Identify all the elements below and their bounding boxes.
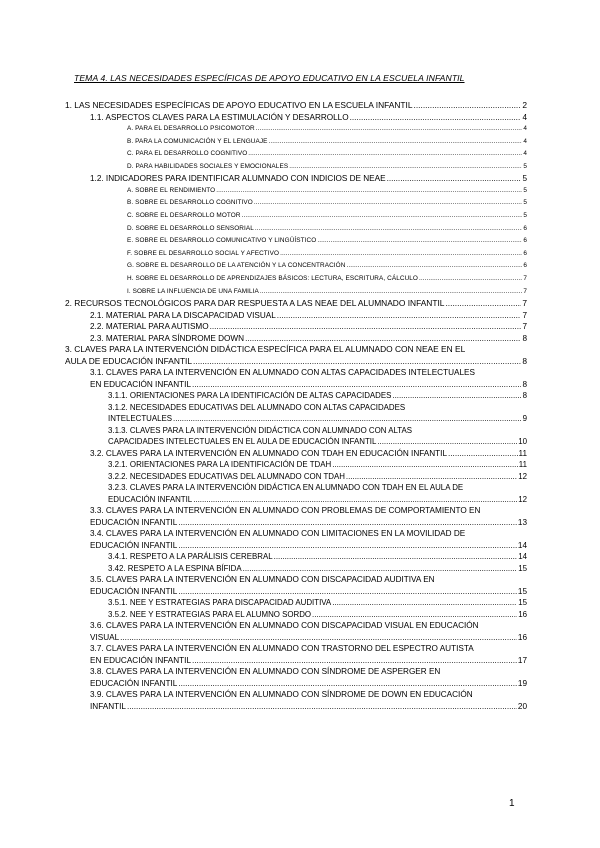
toc-leader-dots xyxy=(256,123,523,136)
toc-entry-text: 3.4.1. RESPETO A LA PARÁLISIS CEREBRAL xyxy=(108,552,273,562)
toc-entry-text-line1: 3.6. CLAVES PARA LA INTERVENCIÓN EN ALUMNADO CON DISCAPACIDAD VISUAL EN EDUCACIÓN xyxy=(90,621,479,631)
toc-entry-3-8[interactable] xyxy=(90,666,527,689)
document-title: TEMA 4. LAS NECESIDADES ESPECÍFICAS DE APOYO EDUCATIVO EN LA ESCUELA INFANTIL xyxy=(74,73,465,83)
toc-entry-text-line1: 3.2.3. CLAVES PARA LA INTERVENCIÓN DIDÁCTICA EN ALUMNADO CON TDAH EN EL AULA DE xyxy=(108,483,464,493)
toc-leader-dots xyxy=(245,333,521,345)
toc-entry-1-2-b[interactable] xyxy=(127,197,527,210)
toc-leader-dots xyxy=(448,448,518,460)
toc-entry-1-2-g[interactable] xyxy=(127,260,527,273)
toc-entry-text-line2: EN EDUCACIÓN INFANTIL xyxy=(90,379,191,389)
toc-entry-text: 2. RECURSOS TECNOLÓGICOS PARA DAR RESPUESTA A LAS NEAE DEL ALUMNADO INFANTIL xyxy=(65,298,445,309)
toc-page-number: 2 xyxy=(522,100,527,110)
toc-entry-3-2-3[interactable] xyxy=(108,482,527,505)
toc-page-number: 16 xyxy=(517,632,527,642)
toc-entry-1-2-h[interactable] xyxy=(127,273,527,286)
toc-entry-3-7[interactable] xyxy=(90,643,527,666)
toc-page-number: 5 xyxy=(522,174,527,184)
toc-entry-3-1-1[interactable] xyxy=(108,390,527,402)
toc-leader-dots xyxy=(254,197,523,210)
toc-leader-dots xyxy=(274,551,518,563)
toc-page-number: 19 xyxy=(517,678,527,688)
toc-entry-3-2-2[interactable] xyxy=(108,471,527,483)
toc-page-number: 7 xyxy=(522,298,527,309)
toc-entry-text: 3.42. RESPETO A LA ESPINA BÍFIDA xyxy=(108,563,242,573)
toc-entry-text-line2: EDUCACIÓN INFANTIL xyxy=(90,517,178,527)
toc-page-number: 8 xyxy=(522,333,527,343)
toc-leader-dots xyxy=(289,161,522,174)
toc-entry-text-line1: 3.4. CLAVES PARA LA INTERVENCIÓN EN ALUMNADO CON LIMITACIONES EN LA MOVILIDAD DE xyxy=(90,529,466,539)
toc-entry-text: D. SOBRE EL DESARROLLO SENSORIAL xyxy=(127,224,254,232)
toc-page-number: 15 xyxy=(517,586,527,596)
toc-page-number: 7 xyxy=(522,322,527,332)
toc-entry-text: 3.1.1. ORIENTACIONES PARA LA IDENTIFICACIÓN DE ALTAS CAPACIDADES xyxy=(108,391,392,401)
toc-entry-text-line2: EDUCACIÓN INFANTIL xyxy=(90,586,178,596)
toc-entry-text: 3.5.2. NEE Y ESTRATEGIAS PARA EL ALUMNO SORDO xyxy=(108,609,312,619)
toc-entry-1-2-e[interactable] xyxy=(127,235,527,248)
toc-entry-1-2[interactable] xyxy=(90,173,527,185)
toc-leader-dots xyxy=(269,136,523,149)
toc-entry-text-line1: 3.1.2. NECESIDADES EDUCATIVAS DEL ALUMNADO CON ALTAS CAPACIDADES xyxy=(108,402,406,412)
toc-page-number: 6 xyxy=(523,237,527,245)
toc-page-number: 5 xyxy=(523,186,527,194)
toc-entry-text-line2: CAPACIDADES INTELECTUALES EN EL AULA DE EDUCACIÓN INFANTIL xyxy=(108,437,377,447)
toc-page-number: 9 xyxy=(522,414,527,424)
toc-entry-3-3[interactable] xyxy=(90,505,527,528)
toc-page-number: 8 xyxy=(522,379,527,389)
toc-entry-text-line1: 3. CLAVES PARA LA INTERVENCIÓN DIDÁCTICA ESPECÍFICA PARA EL ALUMNADO CON NEAE EN EL xyxy=(65,344,466,355)
toc-leader-dots xyxy=(178,517,517,529)
toc-leader-dots xyxy=(377,436,517,448)
toc-entry-3-1[interactable] xyxy=(90,367,527,390)
toc-leader-dots xyxy=(312,609,517,621)
toc-entry-text-line2: INFANTIL xyxy=(90,701,126,711)
toc-entry-text: A. SOBRE EL RENDIMIENTO xyxy=(127,186,216,194)
toc-leader-dots xyxy=(350,112,522,124)
toc-entry-text-line2: EN EDUCACIÓN INFANTIL xyxy=(90,655,191,665)
toc-leader-dots xyxy=(332,459,518,471)
toc-page-number: 8 xyxy=(522,355,527,366)
toc-leader-dots xyxy=(280,248,522,261)
table-of-contents xyxy=(0,100,600,712)
toc-leader-dots xyxy=(178,540,517,552)
toc-page-number: 5 xyxy=(523,212,527,220)
toc-leader-dots xyxy=(317,235,522,248)
toc-leader-dots xyxy=(192,655,517,667)
toc-page-number: 4 xyxy=(522,112,527,122)
toc-entry-3-4[interactable] xyxy=(90,528,527,551)
toc-entry-2-1[interactable] xyxy=(90,310,527,322)
toc-entry-text-line1: 3.1. CLAVES PARA LA INTERVENCIÓN EN ALUMNADO CON ALTAS CAPACIDADES INTELECTUALES xyxy=(90,368,475,378)
toc-page-number: 14 xyxy=(517,540,527,550)
toc-leader-dots xyxy=(255,223,522,236)
toc-entry-1-1-a[interactable] xyxy=(127,123,527,136)
toc-page-number: 4 xyxy=(523,137,527,145)
toc-leader-dots xyxy=(243,563,518,575)
toc-leader-dots xyxy=(332,597,517,609)
toc-leader-dots xyxy=(193,356,521,368)
toc-page-number: 4 xyxy=(523,125,527,132)
toc-entry-3-1-2[interactable] xyxy=(108,402,527,425)
toc-leader-dots xyxy=(419,273,522,286)
toc-page-number: 7 xyxy=(522,310,527,320)
toc-page-number: 15 xyxy=(518,598,527,608)
toc-entry-text-line2: VISUAL xyxy=(90,632,120,642)
toc-page-number: 7 xyxy=(523,287,527,295)
toc-entry-text: A. PARA EL DESARROLLO PSICOMOTOR xyxy=(127,125,255,132)
toc-entry-text-line1: 3.5. CLAVES PARA LA INTERVENCIÓN EN ALUMNADO CON DISCAPACIDAD AUDITIVA EN xyxy=(90,575,435,585)
toc-entry-1-1-c[interactable] xyxy=(127,148,527,161)
toc-page-number: 11 xyxy=(518,448,527,458)
toc-entry-3-2[interactable] xyxy=(90,448,527,460)
toc-page-number: 7 xyxy=(523,275,527,283)
page-footer-number: 1 xyxy=(509,798,515,809)
toc-leader-dots xyxy=(387,173,522,185)
toc-leader-dots xyxy=(216,185,522,198)
toc-page-number: 6 xyxy=(523,262,527,270)
toc-page-number: 12 xyxy=(518,494,527,504)
toc-leader-dots xyxy=(120,632,517,644)
toc-page-number: 20 xyxy=(517,701,527,711)
toc-entry-3-4-1[interactable] xyxy=(108,551,527,563)
toc-entry-text: 2.1. MATERIAL PARA LA DISCAPACIDAD VISUAL xyxy=(90,310,276,320)
toc-entry-text-line1: 3.7. CLAVES PARA LA INTERVENCIÓN EN ALUMNADO CON TRASTORNO DEL ESPECTRO AUTISTA xyxy=(90,644,474,654)
toc-entry-text: 3.2.1. ORIENTACIONES PARA LA IDENTIFICACIÓN DE TDAH xyxy=(108,460,332,470)
toc-leader-dots xyxy=(260,286,522,299)
toc-entry-2-2[interactable] xyxy=(90,321,527,333)
toc-leader-dots xyxy=(193,494,517,506)
toc-entry-text: 2.2. MATERIAL PARA AUTISMO xyxy=(90,322,209,332)
toc-entry-text-line1: 3.1.3. CLAVES PARA LA INTERVENCIÓN DIDÁCTICA CON ALUMNADO CON ALTAS xyxy=(108,425,413,435)
toc-page-number: 16 xyxy=(518,609,527,619)
toc-leader-dots xyxy=(277,310,522,322)
toc-entry-text-line2: EDUCACIÓN INFANTIL xyxy=(90,678,178,688)
toc-entry-1-2-a[interactable] xyxy=(127,185,527,198)
toc-entry-3-5-1[interactable] xyxy=(108,597,527,609)
toc-entry-text: 1.1. ASPECTOS CLAVES PARA LA ESTIMULACIÓN Y DESARROLLO xyxy=(90,112,349,122)
toc-page-number: 15 xyxy=(518,563,527,573)
toc-entry-text: D. PARA HABILIDADES SOCIALES Y EMOCIONALES xyxy=(127,162,289,170)
toc-entry-3-5[interactable] xyxy=(90,574,527,597)
toc-entry-3-9[interactable] xyxy=(90,689,527,712)
toc-entry-text: 1. LAS NECESIDADES ESPECÍFICAS DE APOYO EDUCATIVO EN LA ESCUELA INFANTIL xyxy=(65,100,413,110)
toc-page-number: 10 xyxy=(518,437,527,447)
toc-entry-text: 3.2.2. NECESIDADES EDUCATIVAS DEL ALUMNADO CON TDAH xyxy=(108,471,345,481)
toc-page-number: 8 xyxy=(522,391,527,401)
toc-entry-text: B. SOBRE EL DESARROLLO COGNITIVO xyxy=(127,199,253,207)
toc-page-number: 17 xyxy=(517,655,527,665)
toc-leader-dots xyxy=(414,100,522,112)
toc-page-number: 6 xyxy=(523,224,527,232)
toc-leader-dots xyxy=(392,390,521,402)
toc-entry-text: 1.2. INDICADORES PARA IDENTIFICAR ALUMNADO CON INDICIOS DE NEAE xyxy=(90,174,386,184)
toc-leader-dots xyxy=(346,471,517,483)
toc-entry-1-2-c[interactable] xyxy=(127,210,527,223)
toc-entry-text: 2.3. MATERIAL PARA SÍNDROME DOWN xyxy=(90,333,245,343)
toc-entry-1-1-d[interactable] xyxy=(127,161,527,174)
toc-page-number: 5 xyxy=(523,199,527,207)
toc-entry-3-4-2[interactable] xyxy=(108,563,527,575)
toc-leader-dots xyxy=(178,678,517,690)
toc-leader-dots xyxy=(192,379,521,391)
toc-entry-2-3[interactable] xyxy=(90,333,527,345)
toc-entry-text: 3.5.1. NEE Y ESTRATEGIAS PARA DISCAPACIDAD AUDITIVA xyxy=(108,598,332,608)
toc-leader-dots xyxy=(178,586,517,598)
toc-entry-text-line1: 3.3. CLAVES PARA LA INTERVENCIÓN EN ALUMNADO CON PROBLEMAS DE COMPORTAMIENTO EN xyxy=(90,506,481,516)
toc-entry-text: B. PARA LA COMUNICACIÓN Y EL LENGUAJE xyxy=(127,137,268,145)
toc-entry-3-1-3[interactable] xyxy=(108,425,527,448)
toc-entry-1-2-d[interactable] xyxy=(127,223,527,236)
toc-entry-3-5-2[interactable] xyxy=(108,609,527,621)
toc-entry-text: F. SOBRE EL DESARROLLO SOCIAL Y AFECTIVO xyxy=(127,249,280,257)
toc-page-number: 11 xyxy=(518,460,527,470)
toc-leader-dots xyxy=(445,298,521,310)
toc-entry-text-line2: INTELECTUALES xyxy=(108,414,173,424)
toc-leader-dots xyxy=(248,148,522,161)
toc-entry-text-line1: 3.8. CLAVES PARA LA INTERVENCIÓN EN ALUMNADO CON SÍNDROME DE ASPERGER EN xyxy=(90,667,441,677)
toc-page-number: 5 xyxy=(523,162,527,170)
toc-leader-dots xyxy=(173,413,522,425)
toc-entry-text-line2: AULA DE EDUCACIÓN INFANTIL xyxy=(65,355,193,366)
toc-entry-text: C. SOBRE EL DESARROLLO MOTOR xyxy=(127,212,241,220)
toc-leader-dots xyxy=(346,260,522,273)
toc-entry-text-line1: 3.9. CLAVES PARA LA INTERVENCIÓN EN ALUMNADO CON SÍNDROME DE DOWN EN EDUCACIÓN xyxy=(90,690,473,700)
toc-page-number: 4 xyxy=(523,150,527,158)
toc-entry-1-1-b[interactable] xyxy=(127,136,527,149)
toc-entry-text: G. SOBRE EL DESARROLLO DE LA ATENCIÓN Y LA CONCENTRACIÓN xyxy=(127,262,346,270)
toc-entry-1-2-i[interactable] xyxy=(127,286,527,299)
toc-entry-3-6[interactable] xyxy=(90,620,527,643)
toc-page-number: 6 xyxy=(523,249,527,257)
toc-page-number: 13 xyxy=(517,517,527,527)
toc-leader-dots xyxy=(210,321,522,333)
toc-entry-2[interactable] xyxy=(65,298,527,310)
toc-entry-text: 3.2. CLAVES PARA LA INTERVENCIÓN EN ALUMNADO CON TDAH EN EDUCACIÓN INFANTIL xyxy=(90,448,447,458)
toc-leader-dots xyxy=(242,210,523,223)
toc-entry-text: E. SOBRE EL DESARROLLO COMUNICATIVO Y LINGÜÍSTICO xyxy=(127,237,317,245)
toc-entry-text-line2: EDUCACIÓN INFANTIL xyxy=(108,494,193,504)
toc-entry-1-1[interactable] xyxy=(90,112,527,124)
toc-page-number: 12 xyxy=(518,471,527,481)
toc-entry-3[interactable] xyxy=(65,344,527,367)
toc-entry-text: H. SOBRE EL DESARROLLO DE APRENDIZAJES BÁSICOS: LECTURA, ESCRITURA, CÁLCULO xyxy=(127,275,419,283)
toc-entry-text: I. SOBRE LA INFLUENCIA DE UNA FAMILIA xyxy=(127,287,259,295)
toc-entry-text-line2: EDUCACIÓN INFANTIL xyxy=(90,540,178,550)
toc-page-number: 14 xyxy=(518,552,527,562)
toc-leader-dots xyxy=(127,701,517,713)
toc-entry-text: C. PARA EL DESARROLLO COGNITIVO xyxy=(127,150,248,158)
toc-entry-1-2-f[interactable] xyxy=(127,248,527,261)
toc-entry-1[interactable] xyxy=(65,100,527,112)
toc-entry-3-2-1[interactable] xyxy=(108,459,527,471)
